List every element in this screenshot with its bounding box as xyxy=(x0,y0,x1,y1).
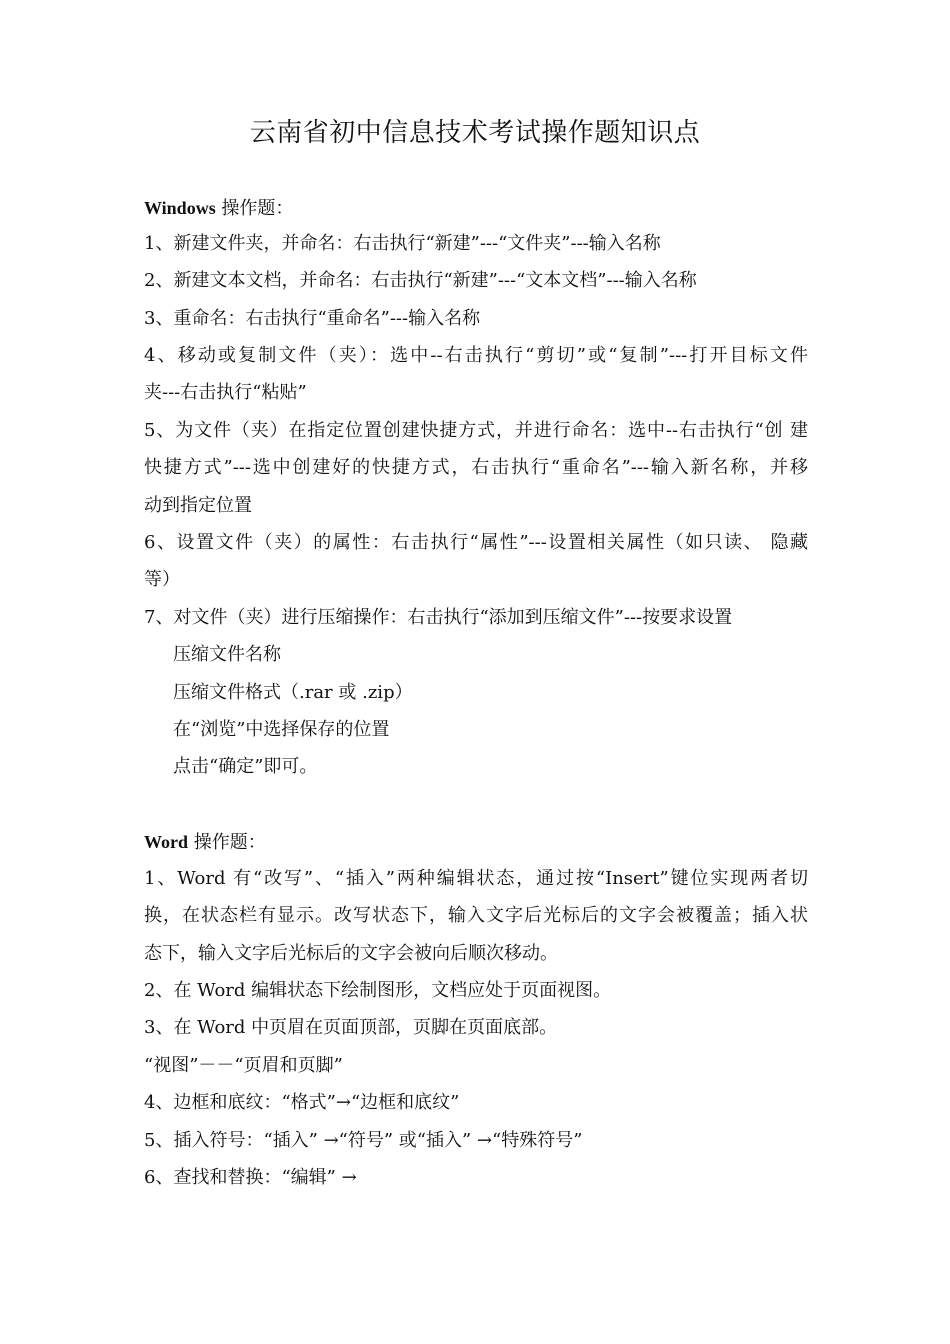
word-line-5: 5、插入符号：“插入” →“符号” 或“插入” →“特殊符号” xyxy=(144,1130,583,1151)
windows-line-6: 6、设置文件（夹）的属性：右击执行“属性”---设置相关属性（如只读、 隐藏 xyxy=(144,532,808,553)
word-line-3-sub: “视图”－－“页眉和页脚” xyxy=(144,1055,343,1076)
windows-line-1: 1、新建文件夹，并命名：右击执行“新建”---“文件夹”---输入名称 xyxy=(144,233,661,254)
windows-line-7-sub-3: 在“浏览”中选择保存的位置 xyxy=(173,719,390,740)
word-line-1: 1、Word 有“改写”、“插入”两种编辑状态，通过按“Insert”键位实现两者切 xyxy=(144,868,808,889)
word-heading-bold: Word xyxy=(144,832,189,852)
word-line-1-cont2: 态下，输入文字后光标后的文字会被向后顺次移动。 xyxy=(144,943,558,964)
windows-heading-rest: 操作题： xyxy=(215,198,294,219)
windows-line-3: 3、重命名：右击执行“重命名”---输入名称 xyxy=(144,308,481,329)
windows-section-heading xyxy=(144,196,293,221)
windows-line-4: 4、移动或复制文件（夹）：选中--右击执行“剪切”或“复制”---打开目标文件 xyxy=(144,345,808,366)
word-section-heading xyxy=(144,830,266,855)
word-line-6: 6、查找和替换：“编辑” → xyxy=(144,1167,357,1188)
document-title: 云南省初中信息技术考试操作题知识点 xyxy=(249,118,701,148)
word-line-2: 2、在 Word 编辑状态下绘制图形，文档应处于页面视图。 xyxy=(144,980,612,1001)
word-line-4: 4、边框和底纹：“格式”→“边框和底纹” xyxy=(144,1092,460,1113)
word-line-3: 3、在 Word 中页眉在页面顶部，页脚在页面底部。 xyxy=(144,1017,558,1038)
windows-line-5: 5、为文件（夹）在指定位置创建快捷方式，并进行命名：选中--右击执行“创 建 xyxy=(144,420,808,441)
windows-line-5-cont2: 动到指定位置 xyxy=(144,495,252,516)
windows-line-2: 2、新建文本文档，并命名：右击执行“新建”---“文本文档”---输入名称 xyxy=(144,270,697,291)
word-heading-rest: 操作题： xyxy=(188,832,266,853)
word-line-1-cont: 换，在状态栏有显示。改写状态下，输入文字后光标后的文字会被覆盖；插入状 xyxy=(144,905,808,926)
windows-line-7: 7、对文件（夹）进行压缩操作：右击执行“添加到压缩文件”---按要求设置 xyxy=(144,607,733,628)
windows-line-6-cont: 等） xyxy=(144,569,180,590)
windows-line-7-sub-2: 压缩文件格式（.rar 或 .zip） xyxy=(173,682,413,703)
windows-line-7-sub-1: 压缩文件名称 xyxy=(173,644,281,665)
windows-line-4-cont: 夹---右击执行“粘贴” xyxy=(144,382,307,403)
windows-line-5-cont: 快捷方式”---选中创建好的快捷方式，右击执行“重命名”---输入新名称，并移 xyxy=(144,457,808,478)
windows-heading-bold: Windows xyxy=(144,198,216,218)
windows-line-7-sub-4: 点击“确定”即可。 xyxy=(173,756,318,777)
